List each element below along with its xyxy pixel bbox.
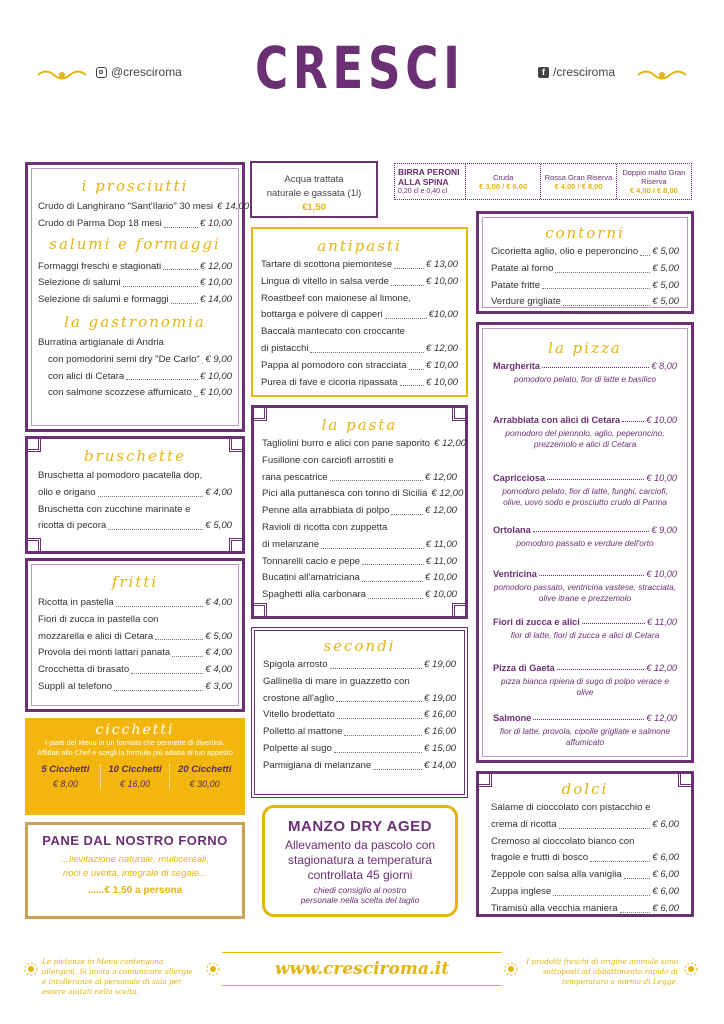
birra-sizes: 0,20 cl e 0,40 cl: [398, 188, 448, 195]
pane-line2: noci e uvetta, integrale di segale...: [62, 868, 208, 879]
bruschette-box: [25, 436, 245, 554]
salumi-title: salumi e formaggi: [49, 234, 221, 253]
menu-item: Purea di fave e cicoria ripassata € 10,00: [261, 376, 458, 388]
corner-ornament: [229, 436, 245, 452]
menu-item: crostone all'aglio € 19,00: [263, 692, 456, 704]
corner-ornament: [476, 771, 492, 787]
menu-item-line: Gallinella di mare in guazzetto con: [263, 675, 410, 687]
footer-ornament-right: [684, 962, 698, 976]
menu-item: Pappa al pomodoro con stracciata € 10,00: [261, 359, 458, 371]
menu-item: Cicorietta aglio, olio e peperoncino € 5,00: [491, 246, 679, 257]
pizza-item: Pizza di Gaeta € 12,00 pizza bianca ripiena di sugo di polpo verace e olive: [493, 663, 677, 697]
menu-item: Selezione di salumi e formaggi € 14,00: [38, 294, 232, 306]
pane-price: ......€ 1,50 a persona: [87, 885, 183, 896]
corner-ornament: [25, 436, 41, 452]
menu-item: rana pescatrice € 12,00: [262, 471, 457, 483]
menu-item: Tagliolini burro e alici con pane saporito € 12,00: [262, 438, 467, 449]
pizza-item: Ventricina € 10,00 pomodoro passato, ventricina vastese, stracciata, olive itrane e prezzemolo: [493, 569, 677, 603]
menu-item: Ricotta in pastella € 4,00: [38, 597, 232, 608]
facebook-icon: f: [538, 67, 549, 78]
flourish-icon: [636, 68, 688, 82]
facebook-link[interactable]: [538, 65, 615, 79]
menu-item-line: Bruschetta con zucchine marinate e: [38, 503, 191, 515]
menu-item: crema di ricotta € 6,00: [491, 818, 679, 830]
footer-ornament-left: [24, 962, 38, 976]
footer-ornament-banner-left: [206, 962, 220, 976]
corner-ornament: [678, 771, 694, 787]
flourish-icon: [36, 68, 88, 82]
dolci-box: [476, 771, 694, 917]
pizza-title: la pizza: [548, 339, 622, 357]
cicchetti-option-label: 10 Cicchetti: [108, 764, 162, 775]
footer-ornament-banner-right: [504, 962, 518, 976]
manzo-line3: controllata 45 giorni: [307, 868, 413, 882]
menu-item: ricotta di pecora € 5,00: [38, 520, 232, 532]
header-left-ornament: [36, 68, 88, 82]
contorni-title: contorni: [545, 224, 625, 242]
flower-ornament-icon: [24, 962, 38, 976]
menu-item: Crocchetta di brasato € 4,00: [38, 664, 232, 676]
pane-box: [25, 822, 245, 919]
menu-item: di melanzane € 11,00: [262, 538, 457, 550]
facebook-handle: /cresciroma: [553, 65, 616, 79]
birra-col-3: [616, 164, 691, 199]
birra-col-name: Rossa Gran Riserva: [544, 172, 613, 182]
menu-item: Patate al forno € 5,00: [491, 262, 679, 274]
corner-ornament: [25, 538, 41, 554]
pasta-box: [251, 405, 468, 619]
birra-col-2: [540, 164, 615, 199]
gastronomia-title: la gastronomia: [64, 312, 206, 331]
manzo-note1: chiedi consiglio al nostro: [313, 885, 407, 895]
menu-item: Lingua di vitello in salsa verde € 10,00: [261, 275, 458, 287]
footer-freshness-note: I prodotti freschi di origine animale sono sottoposti ad abbattimento rapido di temperatura a norma di Legge.: [526, 957, 678, 986]
menu-item-line: Salame di cioccolato con pistacchio e: [491, 802, 651, 813]
menu-item: Zeppole con salsa alla vaniglia € 6,00: [491, 869, 679, 881]
antipasti-title: antipasti: [317, 237, 402, 255]
corner-ornament: [452, 603, 468, 619]
menu-item: Bucatini all'amatriciana € 10,00: [262, 572, 457, 584]
birra-col-name: Cruda: [492, 172, 514, 182]
menu-item: con salmone scozzese affumicato € 10,00: [48, 387, 232, 399]
cicchetti-desc-1: I piatti del Menu in un formato che permette di divertirsi.: [45, 738, 225, 747]
cicchetti-option: [31, 764, 100, 789]
menu-item: olio e origano € 4,00: [38, 486, 232, 498]
menu-item: Tonnarelli cacio e pepe € 11,00: [262, 555, 457, 567]
menu-item: con alici di Cetara € 10,00: [48, 370, 232, 382]
pizza-item: Capricciosa € 10,00 pomodoro pelato, fior di latte, funghi, carciofi, olive, uovo sodo e prosciutto crudo di Parma: [493, 473, 677, 507]
menu-item: bottarga e polvere di capperi €10,00: [261, 309, 458, 321]
cicchetti-option: [169, 764, 239, 789]
menu-item: Provola dei monti lattari panata € 4,00: [38, 647, 232, 659]
corner-ornament: [251, 405, 267, 421]
pizza-box: [476, 322, 694, 763]
menu-item: Tartare di scottona piemontese € 13,00: [261, 259, 458, 270]
website-banner[interactable]: [222, 952, 502, 986]
acqua-box: [250, 161, 378, 218]
manzo-line2: stagionatura a temperatura: [287, 853, 433, 867]
corner-ornament: [229, 538, 245, 554]
fritti-title: fritti: [111, 573, 159, 591]
website-link[interactable]: www.cresciroma.it: [274, 959, 450, 979]
menu-item: Pici alla puttanesca con tonno di Sicilia € 12,00: [262, 488, 464, 500]
brand-logo: CRESCI: [255, 34, 465, 102]
cicchetti-option: [100, 764, 170, 789]
menu-item: fragole e frutti di bosco € 6,00: [491, 852, 679, 864]
acqua-line1: Acqua trattata: [284, 174, 344, 185]
corner-ornament: [251, 603, 267, 619]
fritti-box: [25, 558, 245, 712]
acqua-price: €1,50: [302, 202, 326, 213]
flower-ornament-icon: [206, 962, 220, 976]
birra-col-name: Doppio malto Gran Riserva: [622, 168, 686, 186]
birra-col-1: [465, 164, 540, 199]
menu-item: Zuppa inglese € 6,00: [491, 885, 679, 897]
manzo-title: MANZO DRY AGED: [288, 818, 432, 835]
cicchetti-option-label: 5 Cicchetti: [41, 764, 90, 775]
pizza-item: Ortolana € 9,00 pomodoro passato e verdure dell'orto: [493, 525, 677, 548]
birra-box: [394, 163, 692, 200]
secondi-box: [251, 627, 468, 798]
menu-item: Verdure grigliate € 5,00: [491, 296, 679, 308]
menu-item: Vitello brodettato € 16,00: [263, 709, 456, 721]
instagram-handle: @cresciroma: [111, 65, 182, 79]
menu-item-line: Bruschetta al pomodoro pacatella dop,: [38, 470, 203, 481]
instagram-icon: [96, 67, 107, 78]
cicchetti-option-price: € 16,00: [119, 779, 151, 789]
antipasti-box: [251, 227, 468, 397]
menu-item-line: Ravioli di ricotta con zuppetta: [262, 521, 388, 533]
pizza-item: Salmone € 12,00 fior di latte, provola, cipolle grigliate e salmone affumicato: [493, 713, 677, 747]
menu-item: Penne alla arrabbiata di polpo € 12,00: [262, 505, 457, 517]
instagram-link[interactable]: [96, 65, 182, 79]
cicchetti-title: cicchetti: [95, 722, 175, 738]
cicchetti-desc-2: Affidati allo Chef e scegli la formula più adatta al tuo appetito: [37, 748, 233, 757]
menu-item: di pistacchi € 12,00: [261, 342, 458, 354]
menu-item-line: Baccalà mantecato con croccante: [261, 326, 405, 338]
cicchetti-box: [25, 718, 245, 815]
acqua-line2: naturale e gassata (1l): [266, 188, 362, 199]
pane-title: PANE DAL NOSTRO FORNO: [42, 833, 228, 848]
menu-item: Spigola arrosto € 19,00: [263, 659, 456, 670]
bruschette-title: bruschette: [83, 447, 186, 465]
cicchetti-option-label: 20 Cicchetti: [178, 764, 232, 775]
menu-item: Formaggi freschi e stagionati € 12,00: [38, 260, 232, 272]
menu-item: Crudo di Parma Dop 18 mesi € 10,00: [38, 217, 232, 229]
pizza-item: Arrabbiata con alici di Cetara € 10,00 pomodoro del piennolo, aglio, peperoncino, prezzemolo e alici di Cetara: [493, 415, 677, 449]
cicchetti-option-price: € 8,00: [52, 779, 78, 789]
pizza-item: Fiori di zucca e alici € 11,00 fior di latte, fiori di zucca e alici di Cetara: [493, 617, 677, 640]
menu-item-line: Fusillone con carciofi arrostiti e: [262, 454, 394, 466]
menu-item: mozzarella e alici di Cetara € 5,00: [38, 630, 232, 642]
pane-line1: ...lievitazione naturale, multicereali,: [61, 854, 209, 865]
birra-col-price: € 4,00 / € 8,00: [629, 186, 678, 195]
birra-title: BIRRA PERONI ALLA SPINA: [398, 167, 460, 187]
menu-item: Tiramisù alla vecchia maniera € 6,00: [491, 902, 679, 914]
dolci-title: dolci: [561, 780, 609, 798]
birra-col-price: € 4,00 / € 8,00: [554, 181, 603, 191]
menu-item-line: Fiori di zucca in pastella con: [38, 613, 159, 625]
manzo-note2: personale nella scelta del taglio: [300, 895, 420, 905]
header-right-ornament: [636, 68, 688, 82]
menu-item: Burratina artigianale di Andria: [38, 336, 164, 348]
flower-ornament-icon: [684, 962, 698, 976]
menu-item: Selezione di salumi € 10,00: [38, 277, 232, 289]
menu-item: Supplì al telefono € 3,00: [38, 680, 232, 692]
manzo-box: [262, 805, 458, 917]
cicchetti-option-price: € 30,00: [189, 779, 220, 789]
contorni-box: [476, 211, 694, 314]
manzo-line1: Allevamento da pascolo con: [284, 838, 436, 852]
pasta-title: la pasta: [321, 416, 398, 434]
menu-item-line: Cremoso al cioccolato bianco con: [491, 835, 635, 847]
birra-col-price: € 3,00 / € 6,00: [479, 181, 528, 191]
pizza-item: Margherita € 8,00 pomodoro pelato, fior di latte e basilico: [493, 361, 677, 384]
corner-ornament: [452, 405, 468, 421]
menu-item: Crudo di Langhirano "Sant'Ilario" 30 mesi € 14,00: [38, 201, 250, 212]
menu-item: Parmigiana di melanzane € 14,00: [263, 759, 456, 771]
footer-allergens-note: Le pietanze in Menu contengono allergeni. Si invita a comunicare allergie e intolleranze al personale di sala per essere aiutati nella scelta.: [42, 957, 193, 996]
prosciutti-title: i prosciutti: [81, 177, 189, 195]
flower-ornament-icon: [504, 962, 518, 976]
menu-item: Polpette al sugo € 15,00: [263, 742, 456, 754]
menu-item: Spaghetti alla carbonara € 10,00: [262, 589, 457, 601]
prosciutti-box: [25, 162, 250, 432]
menu-item: Patate fritte € 5,00: [491, 279, 679, 291]
menu-item-line: Roastbeef con maionese al limone,: [261, 292, 411, 304]
menu-item: Polletto al mattone € 16,00: [263, 726, 456, 738]
menu-item: con pomodorini semi dry "De Carlo" € 9,00: [48, 353, 232, 365]
secondi-title: secondi: [323, 637, 396, 655]
